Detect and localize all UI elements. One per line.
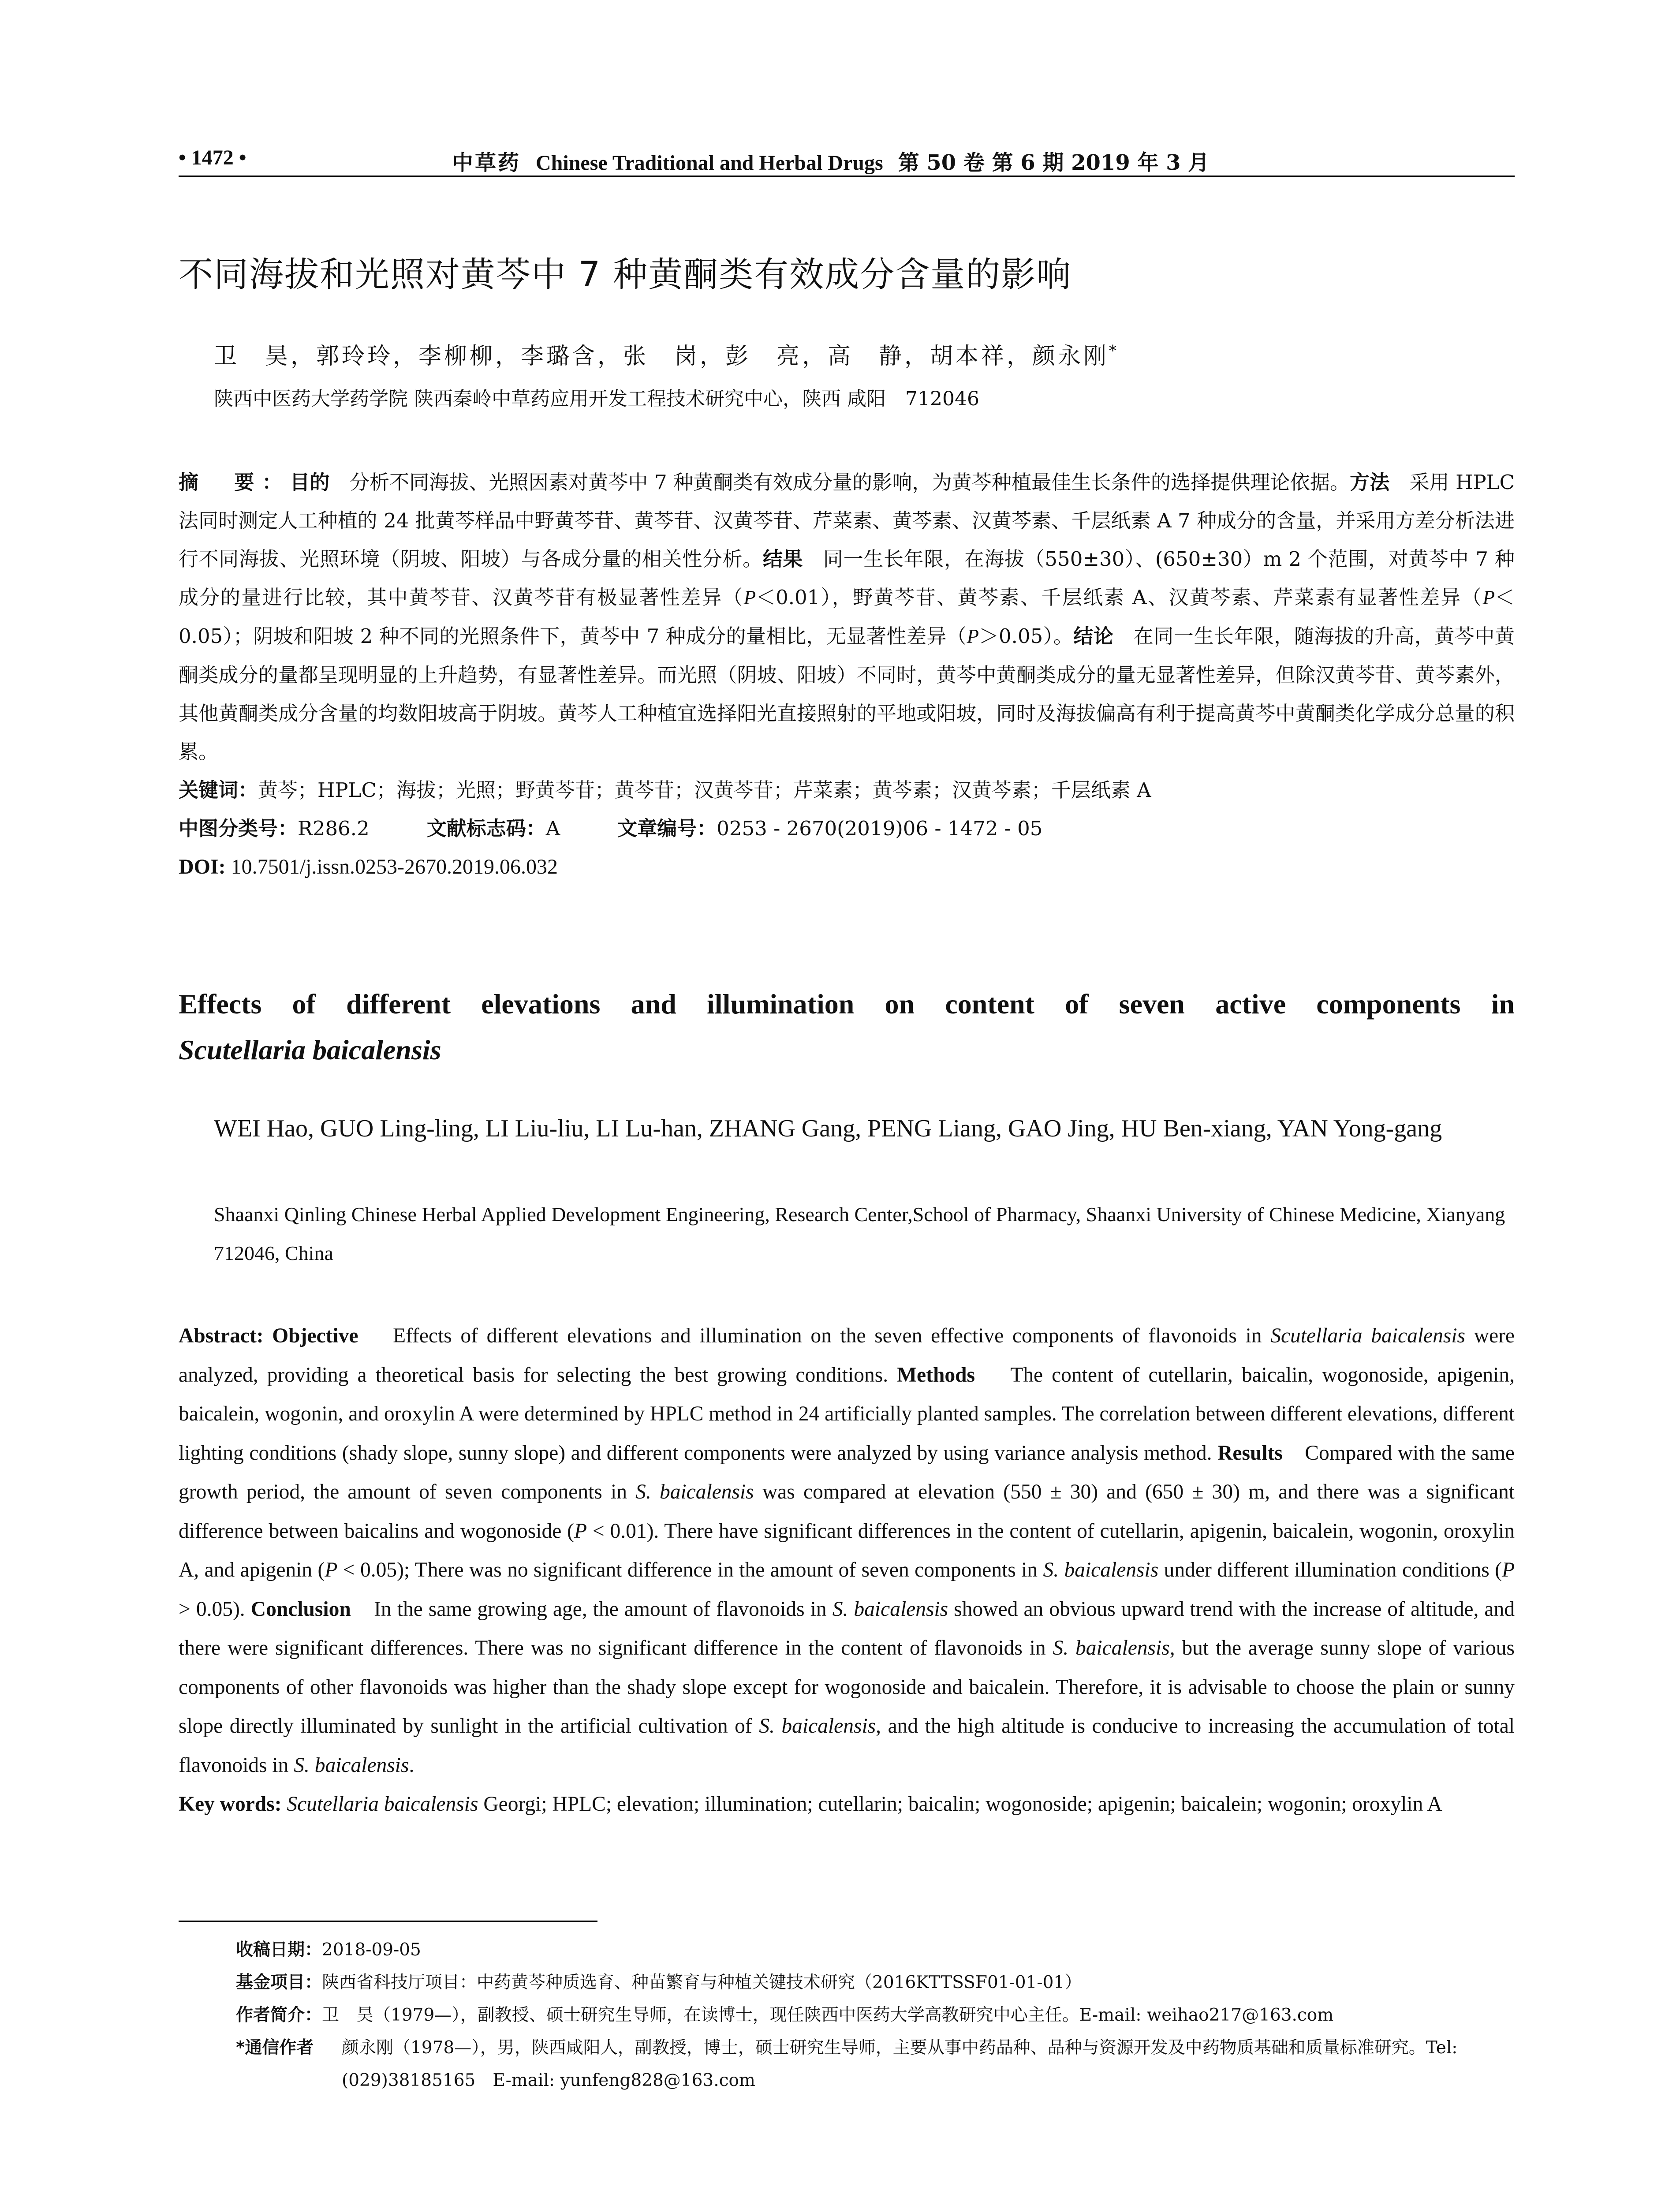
p-symbol: P (574, 1519, 587, 1543)
authors-cn-names: 卫 昊，郭玲玲，李柳柳，李璐含，张 岗，彭 亮，高 静，胡本祥，颜永刚 (214, 343, 1109, 370)
conclusion-label-cn: 结论 (1073, 624, 1114, 648)
abstract-en-label: Abstract: Objective (179, 1324, 358, 1347)
doi-row (179, 848, 1515, 886)
species-name: S. baicalensis (832, 1597, 948, 1621)
species-name: S. baicalensis (294, 1753, 409, 1777)
p-symbol: P (325, 1558, 338, 1581)
keywords-en-label: Key words: (179, 1793, 282, 1816)
footnote-corresponding (236, 2032, 1515, 2097)
results-cn-4: ＞0.05）。 (979, 624, 1074, 648)
conclusion-en-3: , but the average sunny slope of various components of other flavonoids was higher than the shady slope except for wogonoside and baicalein. Therefore, it is advisable to choose the plain or sunny slope directly illuminated by sunlight in the artificial cultivation of (179, 1637, 1515, 1738)
corresponding-mark: * (1109, 342, 1120, 360)
affiliation-cn: 陕西中医药大学药学院 陕西秦岭中草药应用开发工程技术研究中心，陕西 咸阳 712046 (214, 388, 979, 410)
keywords-en-value: Georgi; HPLC; elevation; illumination; cutellarin; baicalin; wogonoside; apigenin; baicalein; wogonin; oroxylin A (478, 1793, 1442, 1816)
keywords-en-species: Scutellaria baicalensis (287, 1793, 478, 1816)
header-rule (179, 176, 1515, 177)
classification-row (179, 809, 1515, 848)
conclusion-en-2: showed an obvious upward trend with the increase of altitude, and there were significant differences. There was no significant difference in the content of flavonoids in (179, 1597, 1515, 1659)
article-no-label: 文章编号： (617, 817, 717, 840)
objective-label-cn: 目的 (290, 471, 330, 494)
clc-value: R286.2 (298, 817, 370, 840)
footnote-value: 2018-09-05 (322, 1940, 421, 1960)
title-en-line-2: Scutellaria baicalensis (179, 1034, 441, 1065)
authors-en: WEI Hao, GUO Ling-ling, LI Liu-liu, LI Lu-han, ZHANG Gang, PENG Liang, GAO Jing, HU Ben-xiang, YAN Yong-gang (214, 1115, 1442, 1142)
conclusion-cn: 在同一生长年限，随海拔的升高，黄芩中黄酮类成分的量都呈现明显的上升趋势，有显著性差异。而光照（阴坡、阳坡）不同时，黄芩中黄酮类成分的量无显著性差异，但除汉黄芩苷、黄芩素外，其他黄酮类成分含量的均数阳坡高于阴坡。黄芩人工种植宜选择阳光直接照射的平地或阳坡，同时及海拔偏高有利于提高黄芩中黄酮类化学成分总量的积累。 (179, 624, 1515, 763)
results-en-6: > 0.05). (179, 1597, 251, 1621)
abstract-cn-text (179, 463, 1515, 771)
conclusion-en-4: , and the high altitude is conducive to increasing the accumulation of total flavonoids in (179, 1715, 1515, 1777)
title-en-line-1: Effects of different elevations and illumination on content of seven active components in (179, 988, 1515, 1020)
footnote-value: 陕西省科技厅项目：中药黄芩种质选育、种苗繁育与种植关键技术研究（2016KTTSSF01-01-01） (322, 1973, 1082, 1992)
results-label-en: Results (1217, 1441, 1283, 1465)
methods-en: The content of cutellarin, baicalin, wogonoside, apigenin, baicalein, wogonin, and oroxylin A were determined by HPLC method in 24 artificially planted samples. The correlation between different elevations, different lighting conditions (shady slope, sunny slope) and different components were analyzed by using variance analysis method. (179, 1363, 1515, 1465)
doi-value: 10.7501/j.issn.0253-2670.2019.06.032 (231, 855, 558, 878)
results-en-1: Compared with the same growth period, the amount of seven components in (179, 1441, 1515, 1503)
results-en-3: < 0.01). There have significant differences in the content of cutellarin, apigenin, baicalein, wogonin, oroxylin A, and apigenin ( (179, 1519, 1515, 1581)
journal-issue: 第 50 卷 第 6 期 2019 年 3 月 (898, 150, 1210, 175)
footnote-received (236, 1934, 1515, 1966)
keywords-cn-value: 黄芩；HPLC；海拔；光照；野黄芩苷；黄芩苷；汉黄芩苷；芹菜素；黄芩素；汉黄芩素；千层纸素 A (258, 778, 1151, 802)
footnote-rule (179, 1921, 597, 1922)
abstract-en-text (179, 1316, 1515, 1785)
p-symbol: P (1502, 1558, 1515, 1581)
keywords-en (179, 1785, 1515, 1824)
p-symbol: P (1482, 587, 1495, 609)
species-name: S. baicalensis (635, 1480, 754, 1503)
species-name: S. baicalensis (1053, 1637, 1170, 1659)
article-no-value: 0253 - 2670(2019)06 - 1472 - 05 (717, 817, 1043, 840)
keywords-cn (179, 771, 1515, 809)
footnote-label: *通信作者 (236, 2038, 314, 2058)
journal-name-en: Chinese Traditional and Herbal Drugs (536, 151, 883, 175)
objective-en-1: Effects of different elevations and illumination on the seven effective components of flavonoids in (393, 1324, 1271, 1347)
footnote-funding (236, 1966, 1515, 1999)
methods-label-en: Methods (897, 1363, 975, 1387)
conclusion-label-en: Conclusion (250, 1597, 351, 1621)
abstract-cn (179, 463, 1515, 886)
footnote-label: 基金项目： (236, 1973, 322, 1992)
p-symbol: P (743, 587, 756, 609)
p-symbol: P (967, 625, 979, 647)
footnote-value: 卫 昊（1979—），副教授、硕士研究生导师，在读博士，现任陕西中医药大学高教研究中心主任。E-mail: weihao217@163.com (322, 2005, 1334, 2025)
running-header (179, 141, 1515, 176)
conclusion-en-1: In the same growing age, the amount of flavonoids in (374, 1597, 833, 1621)
objective-en-2: were analyzed, providing a theoretical basis for selecting the best growing conditions. (179, 1324, 1515, 1387)
journal-name-cn: 中草药 (452, 150, 521, 175)
methods-cn: 采用 HPLC 法同时测定人工种植的 24 批黄芩样品中野黄芩苷、黄芩苷、汉黄芩苷、芹菜素、黄芩素、汉黄芩素、千层纸素 A 7 种成分的含量，并采用方差分析法进行不同海拔、光照环境（阴坡、阳坡）与各成分量的相关性分析。 (179, 471, 1515, 571)
journal-info (452, 146, 1209, 176)
paper-title-cn: 不同海拔和光照对黄芩中 7 种黄酮类有效成分含量的影响 (179, 255, 1072, 295)
paper-title-en (179, 981, 1515, 1073)
methods-label-cn: 方法 (1350, 471, 1390, 494)
species-name: Scutellaria baicalensis (1270, 1324, 1466, 1347)
results-cn-2: ＜0.01），野黄芩苷、黄芩素、千层纸素 A、汉黄芩素、芹菜素有显著性差异（ (756, 586, 1483, 609)
species-name: S. baicalensis (759, 1715, 876, 1738)
results-cn-1: 同一生长年限，在海拔（550±30）、(650±30）m 2 个范围，对黄芩中 7 种成分的量进行比较，其中黄芩苷、汉黄芩苷有极显著性差异（ (179, 547, 1515, 609)
abstract-en (179, 1316, 1515, 1824)
page-number: • 1472 • (179, 146, 246, 169)
conclusion-en-5: . (409, 1753, 414, 1777)
footnotes (236, 1934, 1515, 2097)
species-name: S. baicalensis (1043, 1558, 1159, 1581)
results-en-2: was compared at elevation (550 ± 30) and (650 ± 30) m, and there was a significant difference between baicalins and wogonoside ( (179, 1480, 1515, 1543)
authors-cn (214, 337, 1119, 370)
results-cn-3: ＜0.05）；阴坡和阳坡 2 种不同的光照条件下，黄芩中 7 种成分的量相比，无显著性差异（ (179, 586, 1515, 648)
doi-label: DOI: (179, 855, 226, 878)
doc-code-label: 文献标志码： (426, 817, 546, 840)
keywords-cn-label: 关键词： (179, 778, 258, 802)
clc-label: 中图分类号： (179, 817, 298, 840)
results-en-4: < 0.05); There was no significant difference in the amount of seven components in (337, 1558, 1043, 1581)
footnote-author-bio (236, 1999, 1515, 2032)
footnote-value: 颜永刚（1978—），男，陕西咸阳人，副教授，博士，硕士研究生导师，主要从事中药品种、品种与资源开发及中药物质基础和质量标准研究。Tel: (029)38185165 E-mail: yunfeng828@163.com (342, 2038, 1458, 2090)
doc-code-value: A (545, 817, 560, 840)
footnote-label: 作者简介： (236, 2005, 322, 2025)
footnote-label: 收稿日期： (236, 1940, 322, 1960)
results-label-cn: 结果 (762, 547, 803, 571)
results-en-5: under different illumination conditions ( (1158, 1558, 1502, 1581)
objective-cn: 分析不同海拔、光照因素对黄芩中 7 种黄酮类有效成分量的影响，为黄芩种植最佳生长条件的选择提供理论依据。 (349, 471, 1350, 494)
affiliation-en: Shaanxi Qinling Chinese Herbal Applied Development Engineering, Research Center,School of Pharmacy, Shaanxi University of Chinese Medicine, Xianyang 712046, China (214, 1203, 1505, 1264)
abstract-cn-label: 摘 要： (179, 471, 290, 494)
